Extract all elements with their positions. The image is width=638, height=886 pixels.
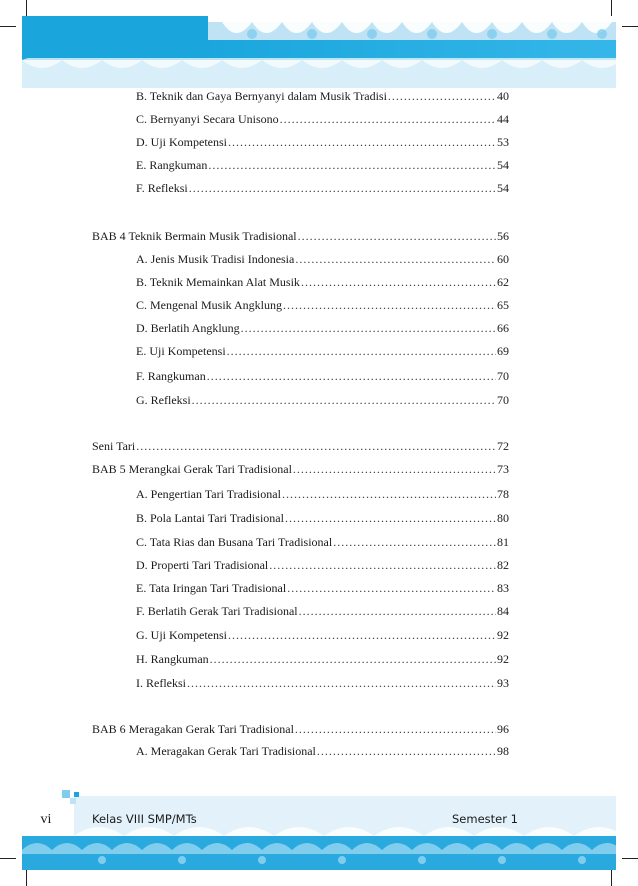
toc-entry-title: B. Teknik dan Gaya Bernyanyi dalam Musik Tradisi — [136, 89, 387, 103]
toc-entry-title: A. Meragakan Gerak Tari Tradisional — [136, 744, 316, 758]
toc-entry-title: B. Teknik Memainkan Alat Musik — [136, 275, 300, 289]
toc-entry-page: 54 — [497, 158, 509, 172]
toc-entry-page: 60 — [497, 252, 509, 266]
toc-entry[interactable] — [136, 297, 509, 313]
toc-leader — [207, 368, 496, 384]
toc-leader — [301, 274, 496, 290]
crop-mark — [611, 0, 612, 16]
toc-entry-title: G. Refleksi — [136, 393, 191, 407]
toc-leader — [192, 392, 496, 408]
toc-entry[interactable] — [136, 675, 509, 691]
toc-entry-page: 81 — [497, 535, 509, 549]
toc-entry-title: G. Uji Kompetensi — [136, 628, 227, 642]
toc-entry-title: C. Tata Rias dan Busana Tari Tradisional — [136, 535, 333, 549]
toc-leader — [299, 603, 496, 619]
toc-entry-page: 70 — [497, 393, 509, 407]
toc-section-seni-tari[interactable] — [92, 438, 509, 454]
toc-chapter-bab-6[interactable] — [92, 721, 509, 737]
toc-entry-title: I. Refleksi — [136, 676, 186, 690]
toc-entry-page: 93 — [497, 676, 509, 690]
toc-entry-page: 62 — [497, 275, 509, 289]
toc-entry-title: D. Properti Tari Tradisional — [136, 558, 269, 572]
toc-leader — [228, 134, 496, 150]
toc-entry[interactable] — [136, 157, 509, 173]
toc-entry-page: 40 — [497, 89, 509, 103]
toc-entry[interactable] — [136, 111, 509, 127]
toc-entry[interactable] — [136, 320, 509, 336]
toc-entry[interactable] — [136, 486, 509, 502]
toc-leader — [285, 510, 496, 526]
toc-entry[interactable] — [136, 557, 509, 573]
page-number: vi — [40, 812, 52, 827]
crop-mark — [622, 858, 638, 859]
toc-entry-title: E. Tata Iringan Tari Tradisional — [136, 581, 287, 595]
toc-entry-page: 66 — [497, 321, 509, 335]
toc-entry-title: D. Berlatih Angklung — [136, 321, 240, 335]
toc-entry-page: 83 — [497, 581, 509, 595]
crop-mark — [26, 870, 27, 886]
toc-entry[interactable] — [136, 368, 509, 384]
toc-entry-page: 53 — [497, 135, 509, 149]
toc-leader — [228, 627, 496, 643]
toc-leader — [269, 557, 496, 573]
toc-leader — [388, 88, 496, 104]
toc-entry-page: 84 — [497, 604, 509, 618]
toc-entry[interactable] — [136, 392, 509, 408]
toc-chapter-bab-4[interactable] — [92, 228, 509, 244]
toc-leader — [283, 297, 496, 313]
header-band — [22, 16, 616, 88]
toc-entry-page: 65 — [497, 298, 509, 312]
toc-entry-page: 69 — [497, 344, 509, 358]
toc-chapter-page: 56 — [497, 229, 509, 243]
toc-entry-page: 78 — [497, 487, 509, 501]
toc-entry-page: 92 — [497, 652, 509, 666]
crop-mark — [611, 870, 612, 886]
toc-entry[interactable] — [136, 627, 509, 643]
toc-entry[interactable] — [136, 251, 509, 267]
toc-chapter-title: BAB 4 Teknik Bermain Musik Tradisional — [92, 229, 297, 243]
toc-chapter-page: 96 — [497, 722, 509, 736]
crop-mark — [0, 26, 16, 27]
header-ornament — [22, 16, 616, 88]
toc-leader — [241, 320, 496, 336]
toc-leader — [293, 461, 496, 477]
toc-entry[interactable] — [136, 180, 509, 196]
footer-semester: Semester 1 — [452, 812, 518, 826]
toc-entry[interactable] — [136, 580, 509, 596]
footer-band — [22, 790, 616, 870]
toc-entry-page: 82 — [497, 558, 509, 572]
toc-entry-page: 54 — [497, 181, 509, 195]
toc-entry-title: A. Jenis Musik Tradisi Indonesia — [136, 252, 295, 266]
toc-leader — [136, 438, 496, 454]
toc-leader — [282, 486, 496, 502]
toc-leader — [189, 180, 496, 196]
crop-mark — [0, 858, 16, 859]
toc-entry-title: A. Pengertian Tari Tradisional — [136, 487, 281, 501]
toc-entry[interactable] — [136, 743, 509, 759]
toc-entry[interactable] — [136, 274, 509, 290]
toc-entry-page: 80 — [497, 511, 509, 525]
toc-entry-page: 70 — [497, 369, 509, 383]
toc-leader — [298, 228, 496, 244]
crop-mark — [622, 26, 638, 27]
toc-entry-page: 98 — [497, 744, 509, 758]
toc-leader — [210, 651, 496, 667]
toc-entry-page: 92 — [497, 628, 509, 642]
toc-leader — [208, 157, 496, 173]
toc-entry[interactable] — [136, 603, 509, 619]
toc-entry-title: F. Refleksi — [136, 181, 188, 195]
toc-chapter-title: BAB 5 Merangkai Gerak Tari Tradisional — [92, 462, 292, 476]
toc-entry-title: F. Berlatih Gerak Tari Tradisional — [136, 604, 298, 618]
toc-leader — [287, 580, 496, 596]
toc-leader — [295, 721, 496, 737]
crop-mark — [26, 0, 27, 16]
toc-section-page: 72 — [497, 439, 509, 453]
toc-entry-page: 44 — [497, 112, 509, 126]
footer-book-title: Kelas VIII SMP/MTs — [92, 812, 197, 826]
toc-chapter-title: BAB 6 Meragakan Gerak Tari Tradisional — [92, 722, 294, 736]
toc-entry[interactable] — [136, 343, 509, 359]
toc-leader — [295, 251, 496, 267]
toc-chapter-page: 73 — [497, 462, 509, 476]
toc-leader — [280, 111, 496, 127]
toc-entry[interactable] — [136, 651, 509, 667]
toc-chapter-bab-5[interactable] — [92, 461, 509, 477]
toc-entry[interactable] — [136, 510, 509, 526]
toc-entry-title: C. Mengenal Musik Angklung — [136, 298, 282, 312]
toc-entry-title: F. Rangkuman — [136, 369, 206, 383]
toc-section-title: Seni Tari — [92, 439, 136, 453]
toc-entry[interactable] — [136, 88, 509, 104]
footer-ornament — [22, 790, 616, 870]
toc-leader — [227, 343, 496, 359]
toc-entry-title: E. Rangkuman — [136, 158, 208, 172]
toc-leader — [187, 675, 496, 691]
toc-entry[interactable] — [136, 534, 509, 550]
toc-leader — [317, 743, 496, 759]
toc-entry[interactable] — [136, 134, 509, 150]
toc-entry-title: B. Pola Lantai Tari Tradisional — [136, 511, 284, 525]
toc-leader — [333, 534, 496, 550]
toc-entry-title: H. Rangkuman — [136, 652, 209, 666]
toc-entry-title: C. Bernyanyi Secara Unisono — [136, 112, 279, 126]
toc-entry-title: E. Uji Kompetensi — [136, 344, 226, 358]
toc-entry-title: D. Uji Kompetensi — [136, 135, 227, 149]
